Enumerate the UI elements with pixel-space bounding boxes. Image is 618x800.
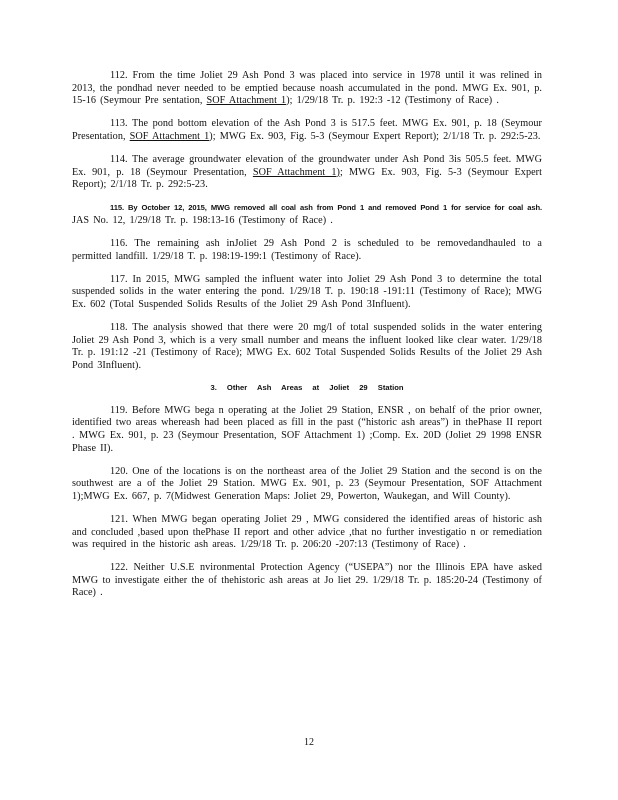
paragraph-112	[72, 70, 542, 108]
paragraph-113-citation: ); MWG Ex. 903, Fig. 5-3 (Seymour Expert Report); 2/1/18 Tr. p. 292:5-23.	[209, 130, 541, 142]
paragraph-119	[72, 405, 542, 455]
paragraph-122-text: 122. Neither U.S.E nvironmental Protection Agency (“USEPA”) nor the Illinois EPA have asked MWG to investigate either the of thehistoric ash areas at Jo liet 29. 1/29/18 Tr. p. 185:20-24 (Testimony of Race) .	[72, 562, 542, 599]
paragraph-116-text: 116. The remaining ash inJoliet 29 Ash Pond 2 is scheduled to be removedandhauled to a permitted landfill. 1/29/18 T. p. 198:19-199:1 (Testimony of Race).	[72, 237, 542, 262]
page-number: 12	[304, 737, 314, 748]
paragraph-121-text: 121. When MWG began operating Joliet 29 , MWG considered the identified areas of historic ash and concluded ,based upon thePhase II report and other advice ,that no further investigatio n or remediation was required in the historic ash areas. 1/29/18 Tr. p. 206:20 -207:13 (Testimony of Race) .	[72, 513, 542, 551]
paragraph-113-attachment-ref: SOF Attachment 1	[129, 130, 210, 142]
paragraph-117	[72, 274, 542, 312]
paragraph-114-attachment-ref: SOF Attachment 1)	[252, 166, 340, 178]
paragraph-115	[72, 202, 542, 227]
paragraph-113-text: 113. The pond bottom elevation of the Ash Pond 3 is 517.5 feet. MWG Ex. 901, p. 18 (Seymour Presentation,	[72, 118, 542, 142]
paragraph-122	[72, 562, 542, 600]
paragraph-121	[72, 514, 542, 552]
paragraph-116	[72, 238, 542, 263]
paragraph-119-text: 119. Before MWG bega n operating at the Joliet 29 Station, ENSR , on behalf of the prior owner, identified two areas whereash had been placed as fill in the past (“historic ash areas”) in thePhase II report . MWG Ex. 901, p. 23 (Seymour Presentation, SOF Attachment 1) ;Comp. Ex. 20D (Joliet 29 1998 ENSR Phase II).	[72, 404, 542, 454]
paragraph-115-lead: 115. By October 12, 2015, MWG removed all coal ash from Pond 1 and removed Pond 1 for service for coal ash.	[110, 203, 542, 213]
paragraph-112-text: 112. From the time Joliet 29 Ash Pond 3 was placed into service in 1978 until it was relined in 2013, the pondhad never needed to be emptied because noash accumulated in the pond. MWG Ex. 901, p. 15-16 (Seymour Pre sentation,	[72, 70, 542, 107]
document-body	[72, 70, 542, 611]
paragraph-114-text: 114. The average groundwater elevation of the groundwater under Ash Pond 3is 505.5 feet. MWG Ex. 901, p. 18 (Seymour Presentation,	[72, 153, 542, 178]
paragraph-114-citation: ; MWG Ex. 903, Fig. 5-3 (Seymour Expert Report); 2/1/18 Tr. p. 292:5-23.	[72, 166, 542, 191]
paragraph-118	[72, 322, 542, 372]
paragraph-118-text: 118. The analysis showed that there were 20 mg/l of total suspended solids in the water entering Joliet 29 Ash Pond 3, which is a very small number and means the influent looked like clear water. 1/29/18 Tr. p. 191:12 -21 (Testimony of Race); MWG Ex. 602 Total Suspended Solids Results of the Joliet 29 Ash Pond 3Influent).	[72, 321, 542, 371]
paragraph-112-citation: ); 1/29/18 Tr. p. 192:3 -12 (Testimony of Race) .	[286, 95, 499, 107]
paragraph-115-citation: JAS No. 12, 1/29/18 Tr. p. 198:13-16 (Testimony of Race) .	[72, 214, 333, 226]
paragraph-120-text: 120. One of the locations is on the northeast area of the Joliet 29 Station and the second is on the southwest are a of the Joliet 29 Station. MWG Ex. 901, p. 23 (Seymour Presentation, SOF Attachment 1);MWG Ex. 667, p. 7(Midwest Generation Maps: Joliet 29, Powerton, Waukegan, and Will County).	[72, 465, 542, 502]
paragraph-117-text: 117. In 2015, MWG sampled the influent water into Joliet 29 Ash Pond 3 to determine the total suspended solids in the water entering the pond. 1/29/18 T. p. 190:18 -191:11 (Testimony of Race); MWG Ex. 602 (Total Suspended Solids Results of the Joliet 29 Ash Pond 3Influent).	[72, 273, 542, 310]
paragraph-114	[72, 154, 542, 192]
paragraph-120	[72, 466, 542, 504]
paragraph-113	[72, 118, 542, 143]
section-heading: 3. Other Ash Areas at Joliet 29 Station	[210, 382, 404, 392]
paragraph-112-attachment-ref: SOF Attachment 1	[206, 95, 287, 107]
